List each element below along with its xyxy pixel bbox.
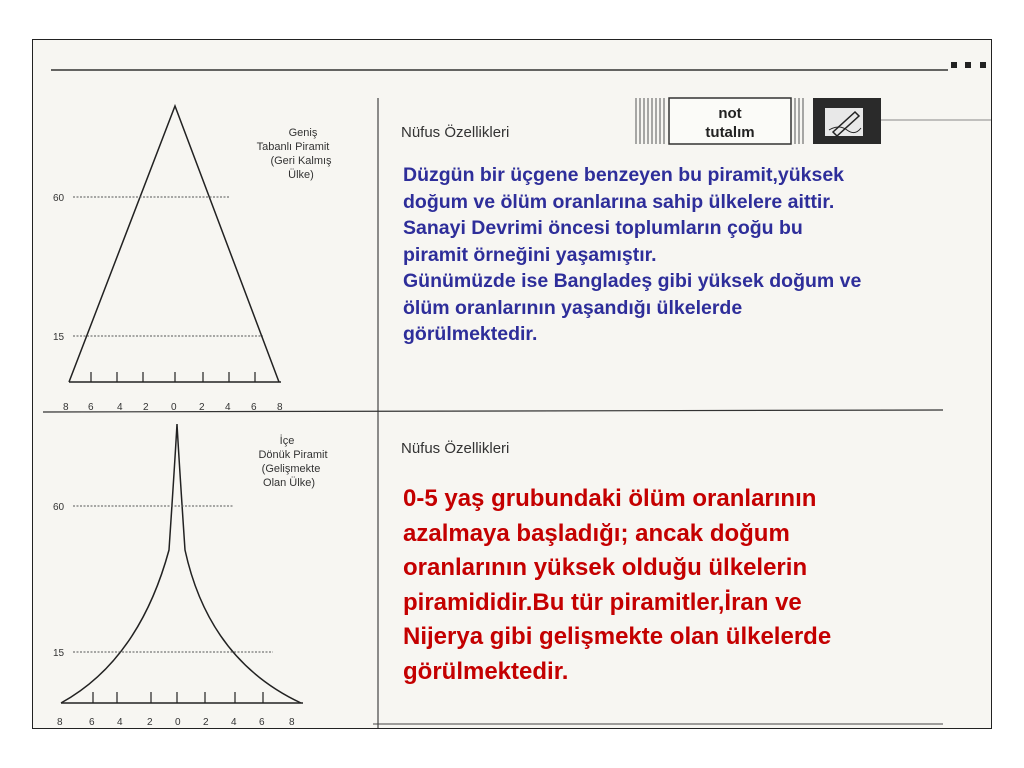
description-line: görülmektedir. [403,657,569,685]
tick-label: 4 [117,717,123,728]
section-divider [43,410,943,412]
svg-text:Tabanlı Piramit: Tabanlı Piramit [256,141,330,153]
age-label-15: 15 [53,648,65,659]
wide-base-pyramid [53,106,332,413]
rule-dot [980,62,986,68]
age-label-60: 60 [53,502,65,513]
tick-label: 0 [175,717,181,728]
description-line: Sanayi Devrimi öncesi toplumların çoğu bu [403,217,803,239]
description-line: görülmektedir. [403,323,538,345]
pyramid-outline [69,106,279,382]
concave-pyramid [53,424,328,728]
pencil-writing-icon [825,108,863,136]
pyramid-type-label [257,127,332,181]
description-line: doğum ve ölüm oranlarına sahip ülkelere aittir. [403,190,835,213]
description-line: Günümüzde ise Bangladeş gibi yüksek doğum ve [403,270,862,292]
tick-label: 6 [89,717,95,728]
x-axis-ticks [93,692,263,703]
description-line: Düzgün bir üçgene benzeyen bu piramit,yüksek [403,164,845,186]
svg-text:Olan Ülke): Olan Ülke) [263,477,315,489]
note-line-1: not [718,105,742,122]
description-line: piramididir.Bu tür piramitler,İran ve [403,588,802,616]
description-line: ölüm oranlarının yaşandığı ülkelerde [403,296,743,319]
tick-label: 8 [289,717,295,728]
tick-label: 4 [117,402,123,413]
svg-text:Geniş: Geniş [288,127,318,139]
tick-label: 6 [251,402,257,413]
age-label-60: 60 [53,193,65,204]
rule-dot [965,62,971,68]
tick-label: 4 [225,402,231,413]
tick-label: 6 [88,402,94,413]
svg-text:(Gelişmekte: (Gelişmekte [261,463,321,475]
tick-label: 2 [143,402,149,413]
svg-text:Ülke): Ülke) [288,169,314,181]
description-line: Nijerya gibi gelişmekte olan ülkelerde [403,623,832,650]
age-label-15: 15 [53,332,65,343]
note-badge [636,98,992,144]
tick-label: 2 [203,717,209,728]
tick-label: 8 [277,402,283,413]
tick-label: 2 [199,402,205,413]
svg-text:Dönük Piramit: Dönük Piramit [258,449,328,461]
rule-dot [951,62,957,68]
description-line: piramit örneğini yaşamıştır. [403,243,657,266]
description-line: 0-5 yaş grubundaki ölüm oranlarının [403,485,817,512]
top-description [403,162,983,348]
svg-text:(Geri Kalmış: (Geri Kalmış [270,155,332,167]
tick-label: 0 [171,402,177,413]
scanned-page [32,39,992,729]
tick-label: 2 [147,717,153,728]
note-line-2: tutalım [705,124,755,141]
tick-label: 6 [259,717,265,728]
svg-text:İçe: İçe [279,435,295,447]
x-axis-ticks [91,372,255,382]
x-axis-tick-labels [57,717,295,728]
tick-label: 8 [57,717,63,728]
top-section-heading: Nüfus Özellikleri [401,124,510,141]
tick-label: 8 [63,402,69,413]
bottom-section-heading: Nüfus Özellikleri [401,440,510,457]
description-line: oranlarının yüksek olduğu ülkelerin [403,554,808,581]
description-line: azalmaya başladığı; ancak doğum [403,519,790,547]
bottom-description [403,482,983,689]
pyramid-type-label [258,434,327,489]
tick-label: 4 [231,717,237,728]
